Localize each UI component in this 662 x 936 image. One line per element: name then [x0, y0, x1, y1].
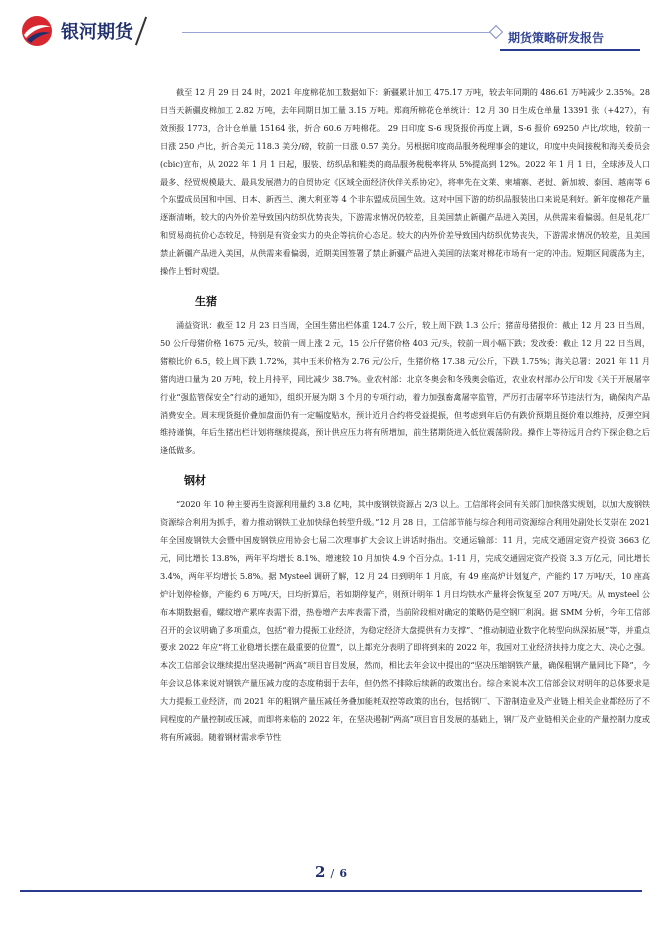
report-title: 期货策略研发报告	[508, 31, 605, 45]
company-name: 银河期货	[61, 22, 133, 43]
hog-paragraph: 涌益资讯：截至 12 月 23 日当周，全国生猪出栏体重 124.7 公斤，较上周下跌 1.3 公斤；猪苗母猪报价：截止 12 月 23 日当周，50 公斤母猪价格 1675 元/头，较前一周上涨 2 元，15 公斤仔猪价格 403 元/头，较前一周小幅下跌；发改委：截止 12 月 22 日当周，猪粮比价 6.5，较上周下跌 1.72%，其中玉米价格为 2.76 元/公斤，生猪价格 17.38 元/公斤，下跌 1.75%；海关总署：2021 年 11 月猪肉进口量为 20 万吨，较上月持平，同比减少 38.7%。业农村部：北京冬奥会和冬残奥会临近，农业农村部办公厅印发《关于开展屠宰行业“强监管保安全”行动的通知》，组织开展为期 3 个月的专项行动，着力加强畜禽屠宰监管，严厉打击屠宰环节违法行为，确保肉产品消费安全。周末现货挺价叠加盘面仍有一定幅度贴水，预计近月合约将受益提振，但考虑到年后仍有跌价预期且挺价难以维持，反弹空间维持谨慎，年后生猪出栏计划将继续提高，预计供应压力将有所增加，前生猪期货进入低位震荡阶段。操作上等待远月合约下探企稳之后逢低做多。	[160, 319, 650, 456]
page-header	[0, 0, 662, 60]
galaxy-logo-icon	[20, 14, 54, 48]
report-title-underline	[500, 49, 640, 51]
header-slash-divider	[135, 17, 147, 46]
section-title-hog: 生猪	[195, 294, 217, 308]
page-number	[0, 862, 662, 881]
page-separator: /	[330, 867, 335, 880]
steel-paragraph: “2020 年 10 种主要再生资源利用量约 3.8 亿吨，其中废钢铁资源占 2/3 以上。工信部将会同有关部门加快落实规划，以加大废钢铁资源综合利用为抓手，着力推动钢铁工业加快绿色转型升级。”12 月 28 日，工信部节能与综合利用司资源综合利用处副处长艾崇在 2021 年全国废钢铁大会暨中国废钢铁应用协会七届二次理事扩大会议上讲话时指出。交通运输部：11 月，完成交通固定资产投资 3663 亿元，同比增长 13.8%，两年平均增长 8.1%、增速较 10 月加快 4.9 个百分点。1-11 月，完成交通固定资产投资 3.3 万亿元，同比增长 3.4%，两年平均增长 5.8%。据 Mysteel 调研了解，12 月 24 日到明年 1 月底，有 49 座高炉计划复产，产能约 17 万吨/天，10 座高炉计划停检修，产能约 6 万吨/天，日均折算后，若如期停复产，则预计明年 1 月日均铁水产量将会恢复至 207 万吨/天。从 mysteel 公布本期数据看，螺纹增产累库表需下滑，热卷增产去库表需下滑，当前阶段相对确定的策略仍是空钢厂利润。据 SMM 分析，今年工信部召开的会议明确了多项重点，包括“着力提振工业经济，为稳定经济大盘提供有力支撑”、“推动制造业数字化转型向纵深拓展”等，并重点要求 2022 年应“将工业稳增长摆在最重要的位置”，以上都充分表明了即将到来的 2022 年，我国对工业经济扶持力度之大、决心之强。本次工信部会议继续提出坚决遏制“两高”项目盲目发展，然而，相比去年会议中提出的“坚决压缩钢铁产量，确保粗钢产量同比下降”，今年会议总体来说对钢铁产量压减力度的态度稍弱于去年，但仍然不排除后续新的政策出台。综合来说本次工信部会议对明年的总体要求是大力提振工业经济，而 2021 年的粗钢产量压减任务叠加能耗双控等政策的出台，包括钢厂、下游制造业及产业链上相关企业都经历了不同程度的产量控制或压减，而即将来临的 2022 年，在坚决遏制“两高”项目盲目发展的基础上，钢厂及产业链相关企业的产量控制力度或将有所减弱。随着钢材需求季节性	[160, 499, 650, 742]
cotton-paragraph: 截至 12 月 29 日 24 时，2021 年度棉花加工数据如下：新疆累计加工 475.17 万吨，较去年同期的 486.61 万吨减少 2.35%。28 日当天新疆皮棉加工 2.82 万吨，去年同期日加工量 3.15 万吨。郑商所棉花仓单统计：12 月 30 日生成仓单量 13391 张（+427），有效预报 1773，合计仓单量 15164 张，折合 60.6 万吨棉花。 29 日印度 S-6 现货报价再度上调，S-6 报价 69250 卢比/坎地，较前一日涨 250 卢比，折合美元 118.3 美分/磅，较前一日涨 0.57 美分。另根据印度商品服务税理事会的建议，印度中央间接税和海关委员会(cbic)宣布，从 2022 年 1 月 1 日起，服装、纺织品和鞋类的商品服务税税率将从 5%提高到 12%。2022 年 1 月 1 日，全球涉及人口最多、经贸规模最大、最具发展潜力的自贸协定《区域全面经济伙伴关系协定》，将率先在文莱、柬埔寨、老挝、新加坡、泰国、越南等 6 个东盟成员国和中国、日本、新西兰、澳大利亚等 4 个非东盟成员国生效。这对中国下游的纺织品服装出口来说是利好。新年度棉花产量逐渐清晰，较大的内外价差导致国内纺织优势丧失，下游需求情况仍较差，且美国禁止新疆产品进入美国，从供需来看偏弱。但是轧花厂和贸易商抗价心态较足，特别是有资金实力的央企等抗价心态足。较大的内外价差导致国内纺织优势丧失，下游需求情况仍较差，且美国禁止新疆产品进入美国，从供需来看偏弱，近期美国签署了禁止新疆产品进入美国的法案对棉花市场有一定的冲击。短期区间震荡为主，操作上暂时观望。	[160, 87, 650, 277]
header-rule	[182, 32, 492, 33]
main-content	[160, 84, 650, 747]
diamond-icon	[489, 25, 503, 39]
page-total: 6	[339, 867, 347, 880]
footer-rule	[20, 890, 642, 892]
section-title-steel: 钢材	[184, 474, 206, 488]
page-current: 2	[315, 863, 326, 881]
company-logo	[20, 14, 133, 48]
